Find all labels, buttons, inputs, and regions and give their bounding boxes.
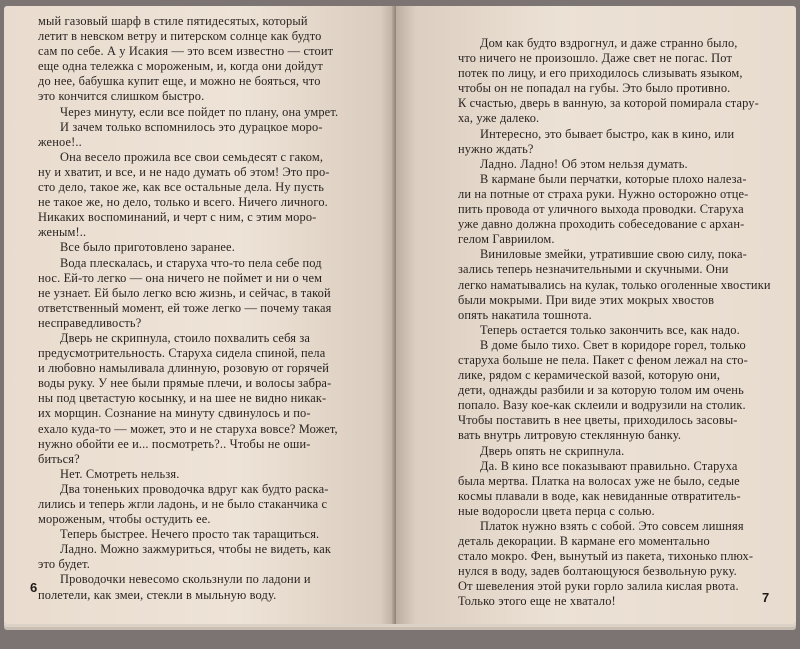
text-line: Только этого еще не хватало! bbox=[458, 594, 616, 609]
text-line: их морщин. Сознание на минуту сдвинулось и по- bbox=[38, 406, 311, 421]
text-line: ны под цветастую косынку, и на шее не видно никак- bbox=[38, 391, 327, 406]
text-line: ответственный момент, ей тоже легко — почему такая bbox=[38, 300, 332, 315]
text-line: еще одна тележка с мороженым, и, когда они дойдут bbox=[38, 59, 323, 74]
left-page-text bbox=[38, 14, 368, 603]
text-line: В доме было тихо. Свет в коридоре горел, только bbox=[480, 337, 746, 352]
text-line: нужно обойти ее и... посмотреть?.. Чтобы не оши- bbox=[38, 436, 311, 451]
text-line: Дверь опять не скрипнула. bbox=[480, 443, 625, 458]
text-line: зались теперь незначительными и скучными. Они bbox=[458, 262, 729, 277]
text-line: От шевеления этой руки горло залила кислая рвота. bbox=[458, 579, 739, 594]
text-line: ха, уже далеко. bbox=[458, 111, 540, 126]
text-line: стало мокро. Фен, вынутый из пакета, тихонько плюх- bbox=[458, 549, 754, 564]
text-line: Да. В кино все показывают правильно. Старуха bbox=[480, 458, 738, 473]
text-line: ехало куда-то — может, это и не старуха вовсе? Может, bbox=[38, 421, 338, 436]
text-line: Ладно. Ладно! Об этом нельзя думать. bbox=[480, 156, 688, 171]
text-line: не такое же, но дело, только и всего. Ничего личного. bbox=[38, 195, 328, 210]
text-line: Ладно. Можно зажмуриться, чтобы не видеть, как bbox=[60, 542, 332, 557]
text-line: летит в невском ветру и питерском солнце как будто bbox=[38, 29, 322, 44]
text-line: пить провода от уличного выхода проводки. Старуха bbox=[458, 202, 744, 217]
text-line: предусмотрительность. Старуха сидела спиной, пела bbox=[38, 346, 326, 361]
text-line: женое!.. bbox=[38, 134, 82, 149]
text-line: это будет. bbox=[38, 557, 90, 572]
text-line: сто дело, такое же, как все остальные дела. Ну пусть bbox=[38, 180, 325, 195]
right-page-number: 7 bbox=[762, 590, 770, 605]
text-line: вать внутрь литровую стеклянную банку. bbox=[458, 428, 682, 443]
text-line: гелом Гавриилом. bbox=[458, 232, 555, 247]
left-page-number: 6 bbox=[30, 580, 38, 595]
text-line: К счастью, дверь в ванную, за которой помирала стару- bbox=[458, 96, 759, 111]
text-line: лике, рядом с керамической вазой, которую они, bbox=[458, 368, 721, 383]
text-line: опять накатила тошнота. bbox=[458, 307, 592, 322]
text-line: дети, однажды разбили и за которую толом им очень bbox=[458, 383, 744, 398]
text-line: лились и теперь жгли ладонь, и не было стаканчика с bbox=[38, 497, 328, 511]
right-page-text bbox=[458, 36, 774, 610]
text-line: это кончится слишком быстро. bbox=[38, 89, 205, 104]
text-line: Дверь не скрипнула, стоило похвалить себя за bbox=[60, 330, 311, 345]
text-line: Никаких воспоминаний, и черт с ним, с этим моро- bbox=[38, 210, 317, 225]
text-line: нос. Ей-то легко — она ничего не поймет и ни о чем bbox=[38, 270, 323, 285]
text-line: Через минуту, если все пойдет по плану, она умрет. bbox=[60, 104, 339, 119]
text-line: нужно ждать? bbox=[458, 141, 534, 156]
text-line: что ничего не произошло. Даже свет не погас. Пот bbox=[458, 51, 733, 66]
text-line: Интересно, это бывает быстро, как в кино, или bbox=[480, 126, 735, 141]
text-line: Вода плескалась, и старуха что-то пела себе под bbox=[60, 255, 322, 270]
text-line: Она весело прожила все свои семьдесят с гаком, bbox=[60, 149, 324, 164]
text-line: Все было приготовлено заранее. bbox=[60, 240, 235, 255]
text-line: В кармане были перчатки, которые плохо налеза- bbox=[480, 171, 747, 186]
right-page bbox=[396, 6, 796, 624]
text-line: Нет. Смотреть нельзя. bbox=[60, 466, 180, 481]
text-line: старуха больше не пела. Пакет с феном лежал на сто- bbox=[458, 352, 748, 367]
text-line: Дом как будто вздрогнул, и даже странно было, bbox=[480, 36, 738, 50]
text-line: Чтобы поставить в нее цветы, приходилось засовы- bbox=[458, 413, 738, 428]
text-line: ные водоросли цвета перца с солью. bbox=[458, 503, 655, 518]
text-line: Проводочки невесомо скользнули по ладони и bbox=[60, 572, 311, 587]
text-line: нулся в воду, задев болтающуюся безвольную руку. bbox=[458, 564, 737, 579]
text-line: чтобы он не попадал на губы. Это было противно. bbox=[458, 81, 731, 96]
left-page bbox=[4, 6, 396, 624]
text-line: космы плавали в воде, как невиданные отвратитель- bbox=[458, 488, 741, 503]
text-line: воды руку. У нее были прямые плечи, и волосы забра- bbox=[38, 376, 332, 391]
text-line: биться? bbox=[38, 451, 80, 466]
text-line: женым!.. bbox=[38, 225, 87, 240]
text-line: Два тоненьких проводочка вдруг как будто раска- bbox=[60, 481, 329, 496]
text-line: И зачем только вспомнилось это дурацкое моро- bbox=[60, 119, 323, 134]
text-line: легко наматывались на кулак, только оголенные хвостики bbox=[458, 277, 771, 292]
text-line: ну и хватит, и все, и не надо думать об этом! Это про- bbox=[38, 164, 330, 179]
text-line: сам по себе. А у Исакия — это всем известно — стоит bbox=[38, 44, 334, 59]
text-line: деталь декорации. В кармане его моментально bbox=[458, 534, 710, 549]
text-line: Теперь быстрее. Нечего просто так таращиться. bbox=[60, 527, 320, 542]
text-line: мороженым, чтобы остудить ее. bbox=[38, 512, 211, 527]
text-line: до нее, бабушка купит еще, и можно не бояться, что bbox=[38, 74, 321, 89]
text-line: полетели, как змеи, стекли в мыльную воду. bbox=[38, 587, 277, 602]
text-line: потек по лицу, и его приходилось слизывать языком, bbox=[458, 66, 743, 81]
text-line: несправедливость? bbox=[38, 315, 142, 330]
text-line: и любовно намыливала длинную, розовую от горячей bbox=[38, 361, 330, 376]
text-line: не узнает. Ей было легко всю жизнь, и сейчас, в такой bbox=[38, 285, 331, 300]
text-line: Теперь остается только закончить все, как надо. bbox=[480, 322, 740, 337]
text-line: Платок нужно взять с собой. Это совсем лишняя bbox=[480, 519, 744, 533]
text-line: Виниловые змейки, утратившие свою силу, пока- bbox=[480, 247, 747, 262]
text-line: была мертва. Платка на волосах уже не было, седые bbox=[458, 473, 740, 488]
text-line: уже давно должна проходить собеседование с архан- bbox=[458, 217, 745, 232]
text-line: попало. Вазу кое-как склеили и водрузили на столик. bbox=[458, 398, 746, 413]
text-line: ли на потные от страха руки. Нужно осторожно отце- bbox=[458, 186, 749, 201]
text-line: мый газовый шарф в стиле пятидесятых, который bbox=[38, 14, 308, 28]
text-line: были мокрыми. При виде этих мокрых хвостов bbox=[458, 292, 715, 307]
